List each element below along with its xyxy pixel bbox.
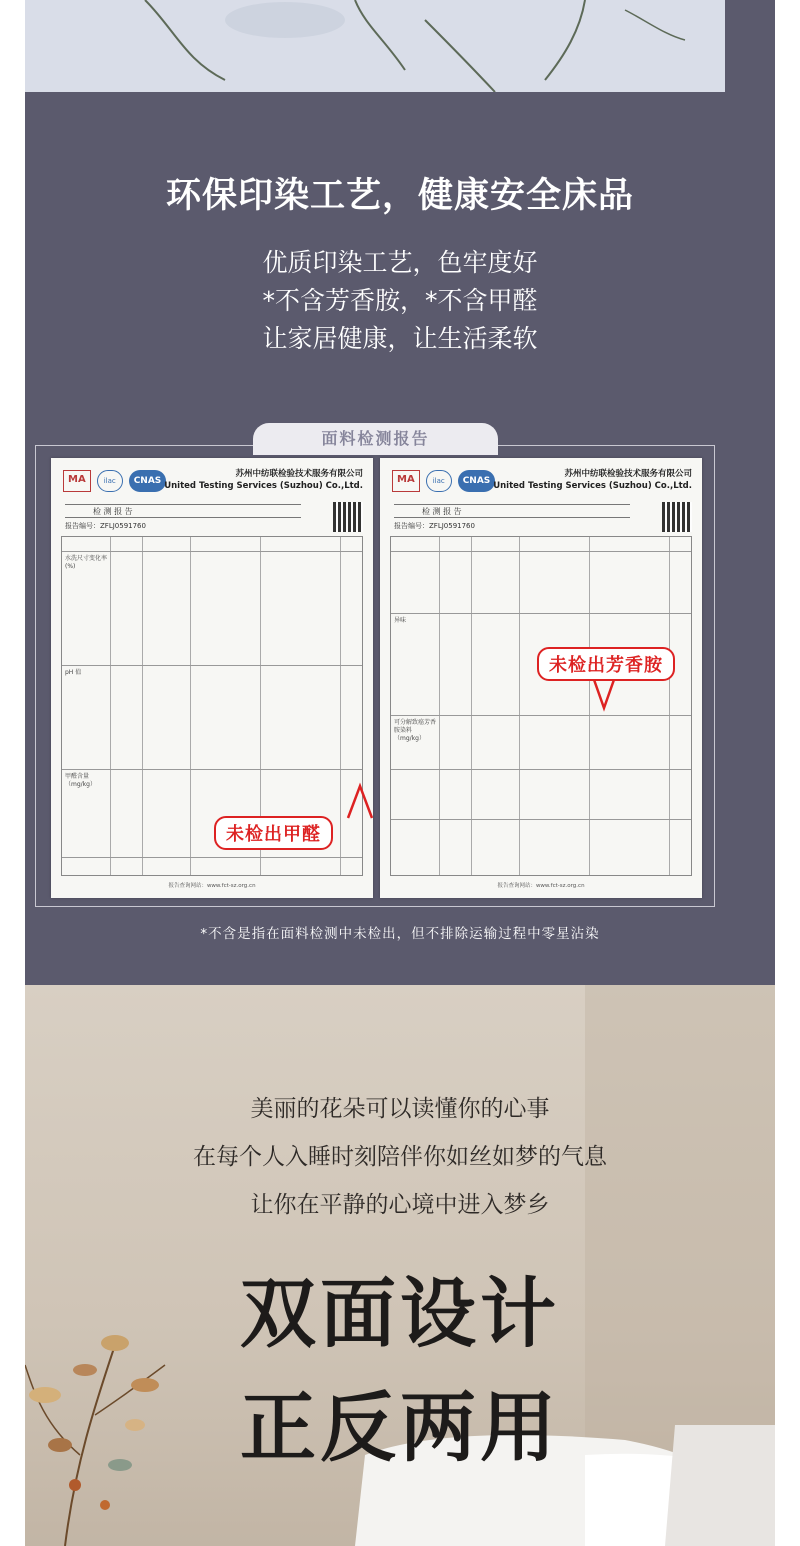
report-footer: 报告查询网站：www.fct-sz.org.cn: [497, 883, 585, 889]
double-sided-section: [25, 985, 775, 1546]
lab-company: [493, 468, 692, 492]
eco-subtext: [0, 244, 800, 358]
headline-double-sided: 双面设计: [240, 1269, 560, 1358]
report-number: 报告编号：ZFLJ0591760: [65, 522, 146, 530]
poem-line: 美丽的花朵可以读懂你的心事: [250, 1096, 550, 1122]
lab-company: [164, 468, 363, 492]
poem-text: [25, 1085, 775, 1229]
ilac-logo-icon: ilac: [426, 470, 452, 492]
sub-line: *不含芳香胺，*不含甲醛: [262, 286, 538, 315]
company-cn: 苏州中纺联检验技术服务有限公司: [235, 469, 363, 479]
company-en: United Testing Services (Suzhou) Co.,Ltd.: [493, 481, 692, 491]
certification-logos: [392, 468, 495, 494]
stamp-no-formaldehyde: 未检出甲醛: [214, 816, 333, 850]
qr-code-icon: [662, 502, 692, 532]
stamp-no-aromatic-amine: 未检出芳香胺: [537, 647, 675, 681]
report-title: 检 测 报 告: [394, 504, 630, 518]
row-label: pH 值: [65, 669, 82, 676]
report-number: 报告编号：ZFLJ0591760: [394, 522, 475, 530]
report-footer: 报告查询网站：www.fct-sz.org.cn: [168, 883, 256, 889]
cnas-logo-icon: CNAS: [129, 470, 167, 492]
row-label: 可分解致癌芳香胺染料（mg/kg）: [394, 719, 437, 742]
report-table: [390, 536, 692, 876]
report-tab-label: 面料检测报告: [253, 423, 498, 455]
row-label: 甲醛含量（mg/kg）: [65, 773, 96, 788]
cnas-logo-icon: CNAS: [458, 470, 496, 492]
fabric-photo: [25, 0, 725, 92]
sub-line: 优质印染工艺，色牢度好: [262, 248, 538, 277]
qr-code-icon: [333, 502, 363, 532]
row-label: 水洗尺寸变化率(%): [65, 555, 108, 570]
certification-logos: [63, 468, 166, 494]
ilac-logo-icon: ilac: [97, 470, 123, 492]
sub-line: 让家居健康，让生活柔软: [262, 324, 538, 353]
poem-line: 让你在平静的心境中进入梦乡: [250, 1192, 550, 1218]
footnote: *不含是指在面料检测中未检出，但不排除运输过程中零星沾染: [200, 926, 600, 942]
cma-logo-icon: MA: [392, 470, 420, 492]
stamp-pointer-icon: [340, 780, 380, 820]
report-meta: [394, 521, 475, 531]
cma-logo-icon: MA: [63, 470, 91, 492]
row-label: 异味: [394, 617, 407, 624]
eco-headline: 环保印染工艺，健康安全床品: [165, 176, 634, 216]
headline-reversible: 正反两用: [240, 1383, 560, 1472]
report-title: 检 测 报 告: [65, 504, 301, 518]
report-meta: [65, 521, 146, 531]
company-en: United Testing Services (Suzhou) Co.,Ltd.: [164, 481, 363, 491]
poem-line: 在每个人入睡时刻陪伴你如丝如梦的气息: [193, 1144, 607, 1170]
company-cn: 苏州中纺联检验技术服务有限公司: [564, 469, 692, 479]
